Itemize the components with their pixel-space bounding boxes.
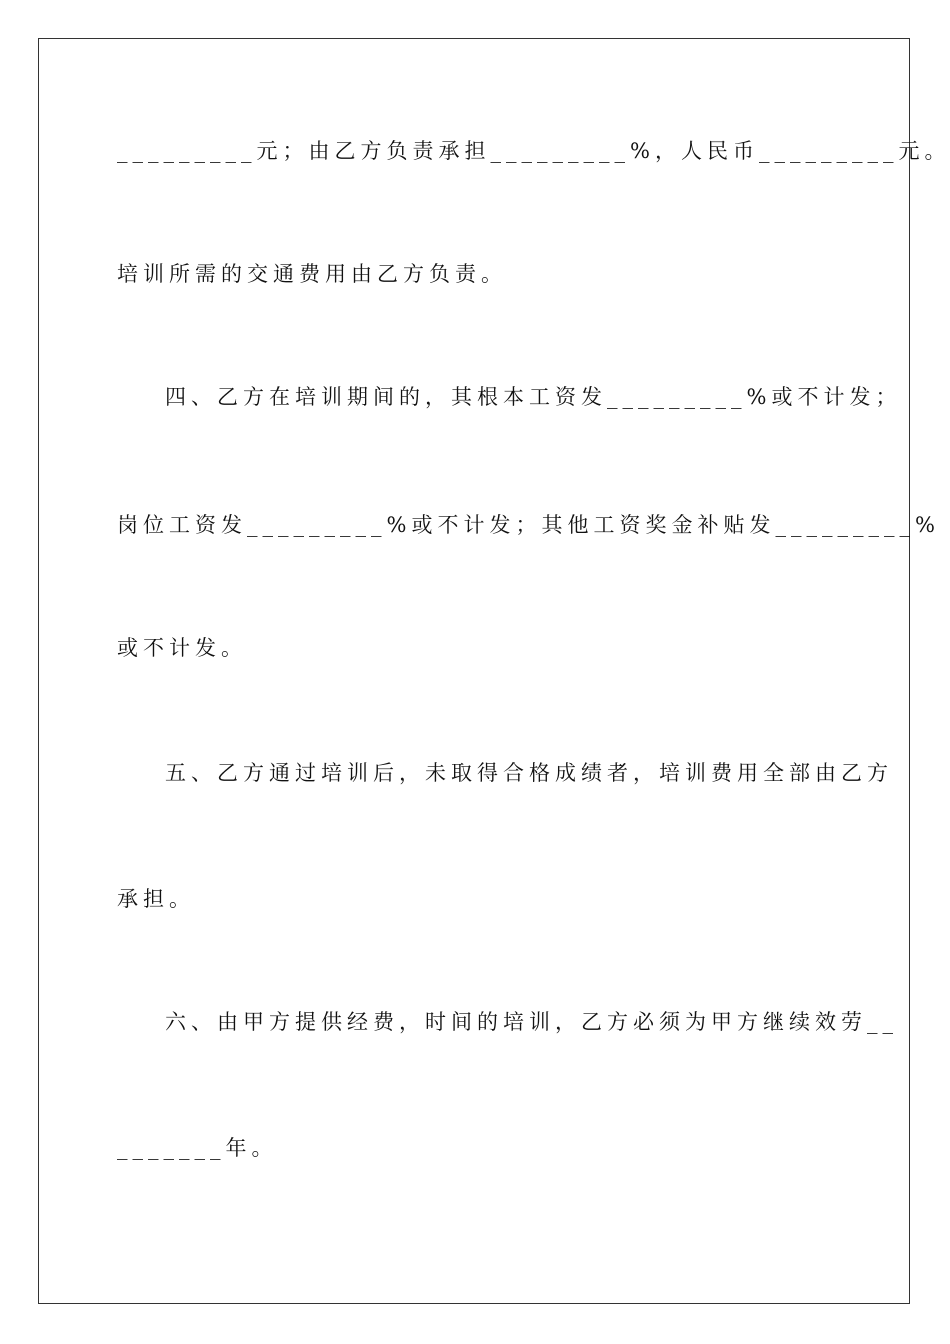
page-border [38,38,910,1304]
paragraph-5-line-2: 承担。 [117,887,195,911]
paragraph-4-line-3: 或不计发。 [117,636,247,660]
paragraph-4-line-1: 四、乙方在培训期间的，其根本工资发_________%或不计发； [165,385,902,409]
paragraph-6-line-1: 六、由甲方提供经费，时间的培训，乙方必须为甲方继续效劳__ [165,1010,898,1034]
paragraph-6-line-2: _______年。 [117,1136,278,1160]
paragraph-4-line-2: 岗位工资发_________%或不计发；其他工资奖金补贴发_________% [117,513,940,537]
text-line-2: 培训所需的交通费用由乙方负责。 [117,262,507,286]
paragraph-5-line-1: 五、乙方通过培训后，未取得合格成绩者，培训费用全部由乙方 [165,761,893,785]
text-line-1: _________元；由乙方负责承担_________%，人民币_________元。 [117,139,950,163]
